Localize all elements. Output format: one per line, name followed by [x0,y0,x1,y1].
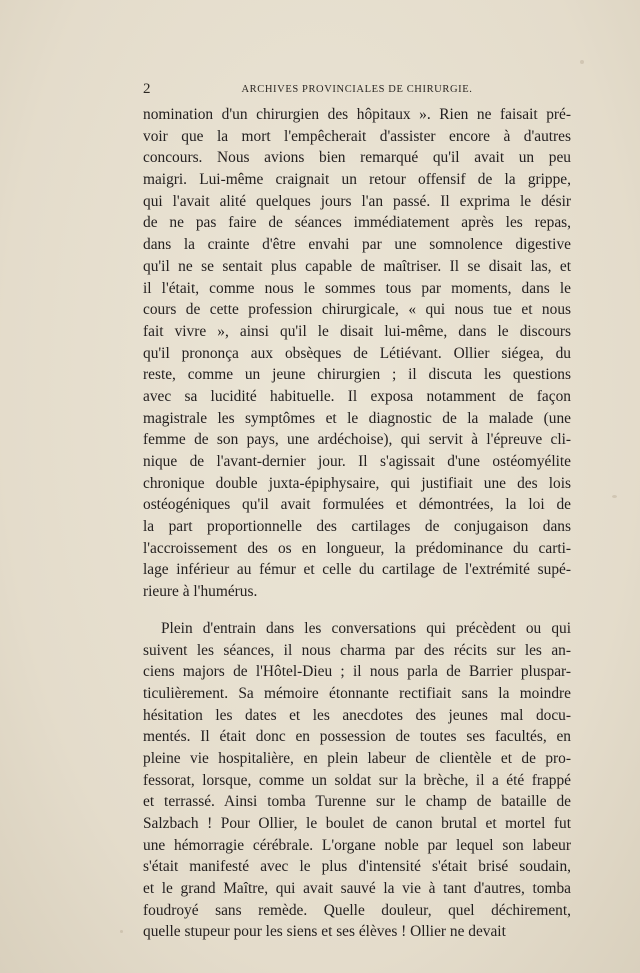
paragraph [143,618,571,943]
text-line: concours. Nous avions bien remarqué qu'il avait un peu [143,149,571,167]
text-line: Salzbach ! Pour Ollier, le boulet de canon brutal et mortel fut [143,815,571,832]
text-line: ostéogéniques qu'il avait formulées et démontrées, la loi de [143,496,571,514]
text-line: nomination d'un chirurgien des hôpitaux ». Rien ne faisait pré- [143,106,571,123]
text-line: maigri. Lui-même craignait un retour offensif de la grippe, [143,171,571,189]
text-line: fessorat, lorsque, comme un soldat sur la brèche, il a été frappé [143,771,571,789]
text-line: s'était manifesté avec le plus d'intensité s'était brisé soudain, [143,858,571,876]
text-line: ciens majors de l'Hôtel-Dieu ; il nous parla de Barrier pluspar- [143,663,571,681]
text-line: chronique double juxta-épiphysaire, qui justifiait une des lois [143,474,571,492]
text-line: ticulièrement. Sa mémoire étonnante rectifiait sans la moindre [143,684,571,702]
text-line: suivent les séances, il nous charma par des récits sur les an- [143,641,571,659]
body-text [143,104,571,943]
paragraph-gap [143,603,571,618]
text-line: voir que la mort l'empêcherait d'assister encore à d'autres [143,127,571,145]
text-line: de ne pas faire de séances immédiatement après les repas, [143,214,571,232]
text-line: dans la crainte d'être envahi par une somnolence digestive [143,236,571,254]
text-line: l'accroissement des os en longueur, la prédominance du carti- [143,539,571,557]
paper-spot [120,930,123,933]
paper-spot [612,495,617,498]
text-line: femme de son pays, une ardéchoise), qui servit à l'épreuve cli- [143,431,571,449]
text-line: qu'il ne se sentait plus capable de maîtriser. Il se disait las, et [143,257,571,275]
text-line: il l'était, comme nous le sommes tous par moments, dans le [143,279,571,297]
text-line: foudroyé sans remède. Quelle douleur, quel déchirement, [143,901,571,919]
text-line: quelle stupeur pour les siens et ses élèves ! Ollier ne devait [143,923,506,941]
paper-spot [580,60,584,64]
page-number: 2 [143,81,151,97]
text-line: pleine vie hospitalière, en plein labeur de clientèle et de pro- [143,749,571,767]
text-line: magistrale les symptômes et le diagnostic de la malade (une [143,409,571,427]
text-line: une hémorragie cérébrale. L'organe noble par lequel son labeur [143,836,571,854]
text-line: fait vivre », ainsi qu'il le disait lui-même, dans le discours [143,322,571,340]
text-line: Plein d'entrain dans les conversations qui précèdent ou qui [161,619,571,637]
text-line: qui l'avait alité quelques jours l'an passé. Il exprima le désir [143,192,571,210]
text-line: et terrassé. Ainsi tomba Turenne sur le champ de bataille de [143,793,571,811]
text-line: reste, comme un jeune chirurgien ; il discuta les questions [143,366,571,384]
text-line: rieure à l'humérus. [143,583,258,601]
text-line: hésitation les dates et les anecdotes des jeunes mal docu- [143,706,571,724]
text-line: nique de l'avant-dernier jour. Il s'agissait d'une ostéomyélite [143,453,571,470]
running-title: ARCHIVES PROVINCIALES DE CHIRURGIE. [241,84,473,95]
paragraph [143,104,571,603]
text-line: qu'il prononça aux obsèques de Létiévant. Ollier siégea, du [143,344,571,362]
text-line: mentés. Il était donc en possession de toutes ses facultés, en [143,728,571,746]
page-header [143,81,571,100]
text-line: cours de cette profession chirurgicale, « qui nous tue et nous [143,301,571,319]
text-line: et le grand Maître, qui avait sauvé la vie à tant d'autres, tomba [143,880,571,898]
text-line: la part proportionnelle des cartilages de conjugaison dans [143,518,571,536]
text-line: avec sa lucidité habituelle. Il exposa notamment de façon [143,387,571,405]
text-line: lage inférieur au fémur et celle du cartilage de l'extrémité supé- [143,561,571,579]
